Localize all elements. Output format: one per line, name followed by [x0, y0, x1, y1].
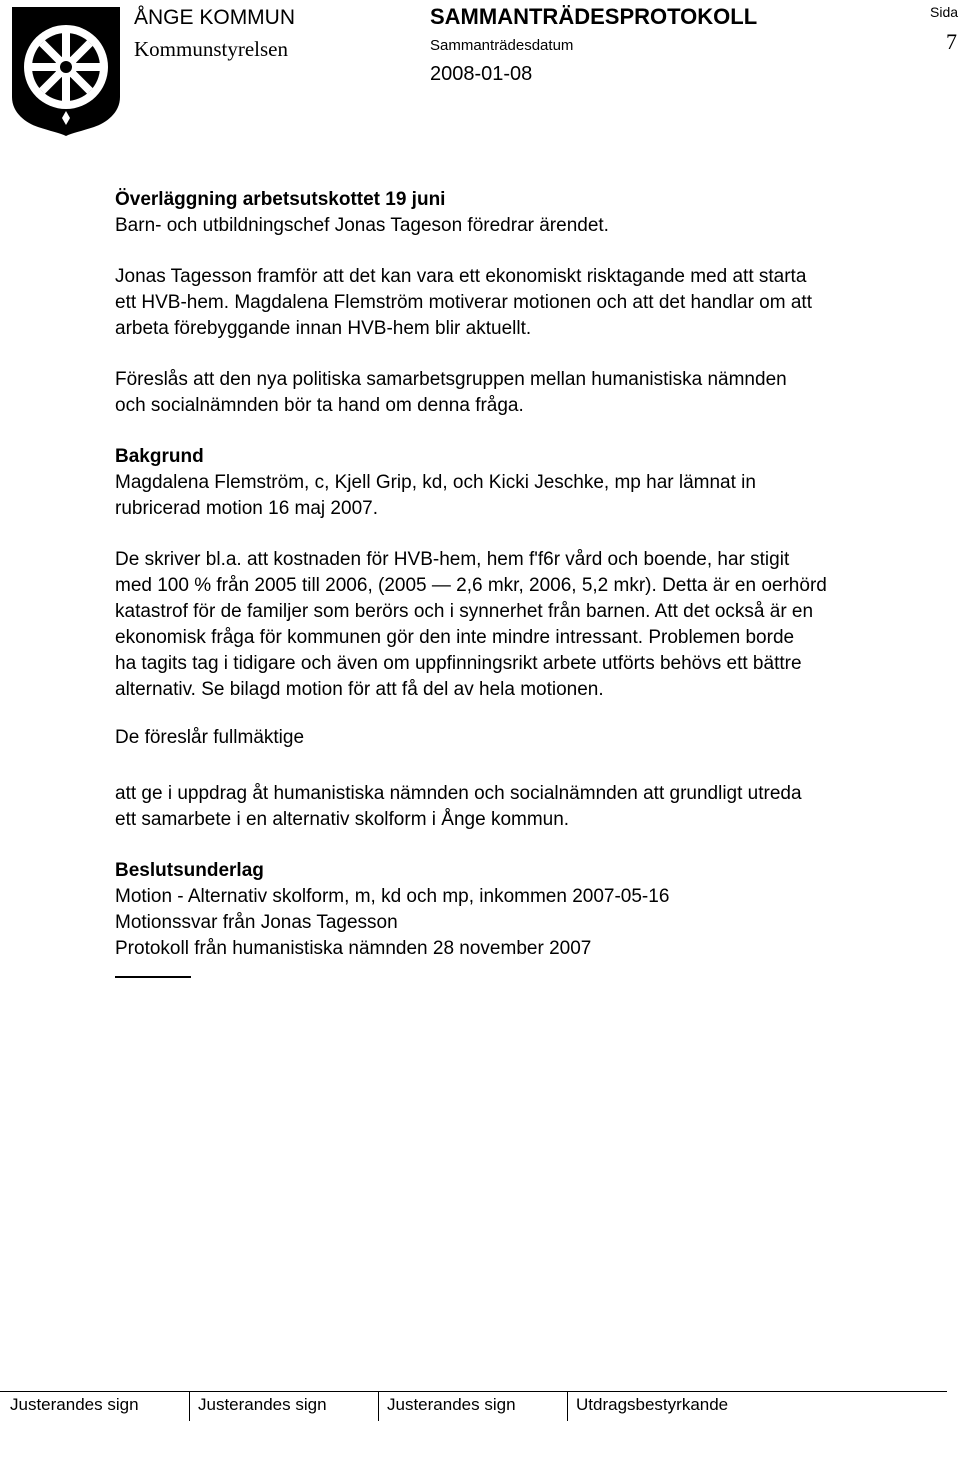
footer-sign-2: Justerandes sign [198, 1395, 327, 1414]
document-body [115, 187, 950, 978]
basis-item: Protokoll från humanistiska nämnden 28 november 2007 [115, 938, 592, 959]
paragraph-they-write: De skriver bl.a. att kostnaden för HVB-hem, hem f'f6r vård och boende, har stigit med 100 % från 2005 till 2006, (2005 — 2,6 mkr, 2006, 5,2 mkr). Detta är en oerhörd katastrof för de familjer som berörs och i synnerhet från barnen. Att det också är en ekonomisk fråga för kommunen gör den inte mindre intressant. Problemen borde ha tagits tag i tidigare och även om uppfinningsrikt arbete utförts behövs ett bättre alternativ. Se bilagd motion för att få del av hela motionen. [115, 549, 827, 700]
footer-sign-1: Justerandes sign [10, 1395, 139, 1414]
meeting-date-label: Sammanträdesdatum [430, 37, 574, 54]
paragraph-background: Magdalena Flemström, c, Kjell Grip, kd, och Kicki Jeschke, mp har lämnat in rubricerad motion 16 maj 2007. [115, 472, 756, 519]
footer-divider [189, 1391, 190, 1421]
page-number: 7 [946, 29, 957, 54]
meeting-date: 2008-01-08 [430, 63, 533, 85]
footer-rule [0, 1391, 947, 1392]
municipal-wheel-emblem-icon [10, 5, 122, 137]
organization-name: ÅNGE KOMMUN [134, 6, 296, 29]
paragraph-tagesson: Jonas Tagesson framför att det kan vara ett ekonomiskt risktagande med att starta ett HVB-hem. Magdalena Flemström motiverar motionen och att det handlar om att arbeta förebyggande innan HVB-hem blir aktuellt. [115, 266, 812, 339]
page-label: Sida [930, 4, 959, 20]
heading-basis: Beslutsunderlag [115, 860, 264, 881]
end-rule [115, 976, 191, 978]
heading-discussion: Överläggning arbetsutskottet 19 juni [115, 189, 446, 210]
paragraph-proposal: Föreslås att den nya politiska samarbetsgruppen mellan humanistiska nämnden och socialnämnden bör ta hand om denna fråga. [115, 369, 787, 416]
footer-divider [378, 1391, 379, 1421]
heading-background: Bakgrund [115, 446, 204, 467]
footer-sign-3: Justerandes sign [387, 1395, 516, 1414]
paragraph-proposal-text: att ge i uppdrag åt humanistiska nämnden och socialnämnden att grundligt utreda ett samarbete i en alternativ skolform i Ånge kommun. [115, 783, 802, 830]
footer-divider [567, 1391, 568, 1421]
discussion-line: Barn- och utbildningschef Jonas Tageson föredrar ärendet. [115, 215, 609, 236]
basis-item: Motion - Alternativ skolform, m, kd och mp, inkommen 2007-05-16 [115, 886, 670, 907]
basis-item: Motionssvar från Jonas Tagesson [115, 912, 398, 933]
department-name: Kommunstyrelsen [134, 37, 288, 61]
document-title: SAMMANTRÄDESPROTOKOLL [430, 4, 758, 29]
they-propose: De föreslår fullmäktige [115, 727, 305, 748]
footer-certification: Utdragsbestyrkande [576, 1395, 729, 1414]
